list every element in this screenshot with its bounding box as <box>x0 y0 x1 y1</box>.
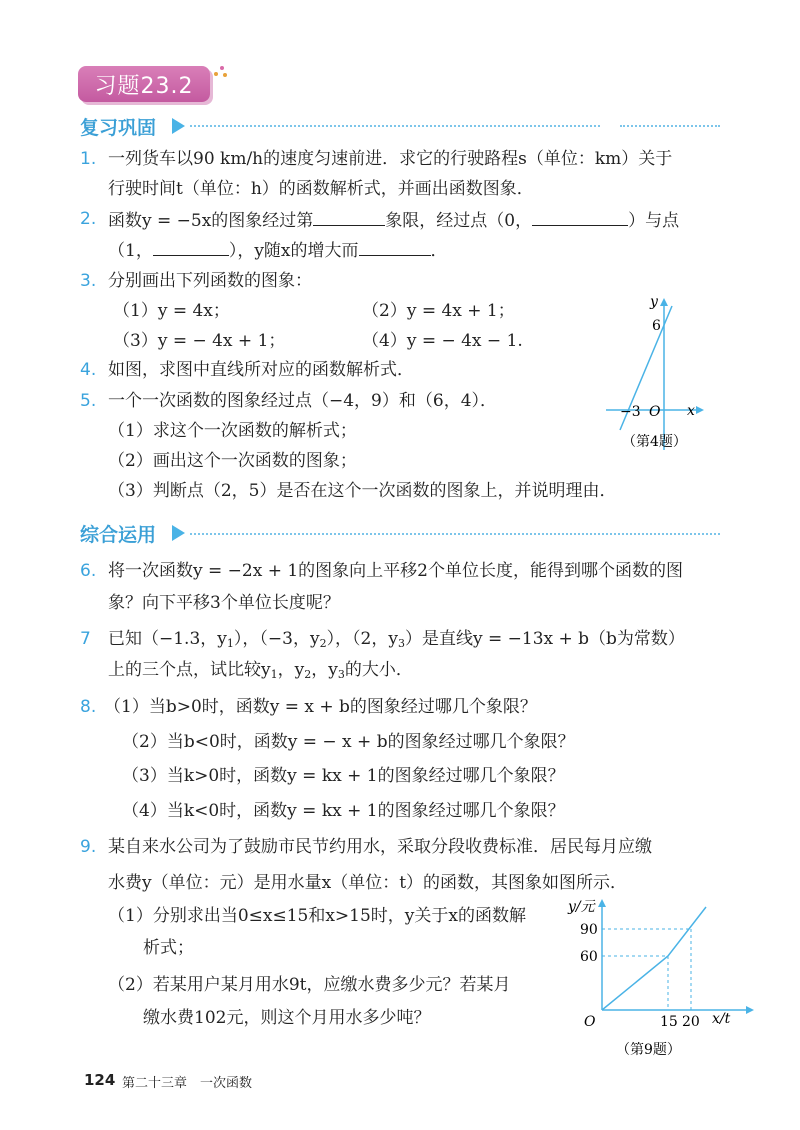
question-5-part-1: （1）求这个一次函数的解析式； <box>108 421 357 441</box>
question-number: 2. <box>80 209 97 229</box>
question-6-line-1: 将一次函数y = −2x + 1的图象向上平移2个单位长度，能得到哪个函数的图 <box>108 561 683 581</box>
question-number: 6. <box>80 561 97 581</box>
question-3-part-1: （1）y = 4x； <box>113 301 230 321</box>
question-5-line-1: 一个一次函数的图象经过点（−4，9）和（6，4）． <box>108 391 498 411</box>
question-number: 3. <box>80 271 97 291</box>
answer-blank <box>153 239 229 256</box>
answer-blank <box>532 209 628 226</box>
question-7-line-1: 已知（−1.3，$y_1$），（−3，$y_2$），（2，$y_3$）是直线y = −13x + b（b为常数） <box>108 629 685 650</box>
question-number: 7 <box>80 629 91 649</box>
question-number: 4. <box>80 360 97 380</box>
question-9-line-1: 某自来水公司为了鼓励市民节约用水，采取分段收费标准．居民每月应缴 <box>108 837 652 857</box>
x-axis-arrow-icon <box>746 1006 754 1014</box>
section-divider <box>620 125 720 127</box>
y-axis-arrow-icon <box>598 899 606 907</box>
question-1-line-2: 行驶时间t（单位：h）的函数解析式，并画出函数图象． <box>108 179 534 199</box>
question-7-line-2: 上的三个点，试比较$y_1$，$y_2$，$y_3$的大小． <box>108 660 413 681</box>
exercise-badge: 习题23.2 <box>78 66 210 102</box>
question-4-line-1: 如图，求图中直线所对应的函数解析式． <box>108 360 414 380</box>
section-arrow-icon <box>172 118 185 134</box>
question-2-line-1: 函数y = −5x的图象经过第 象限，经过点（0， ）与点 <box>108 211 680 231</box>
question-number: 5. <box>80 391 97 411</box>
figure-4-caption: （第4题） <box>622 434 687 450</box>
question-3-part-2: （2）y = 4x + 1； <box>362 301 515 321</box>
question-8-part-4: （4）当k<0时，函数y = kx + 1的图象经过哪几个象限？ <box>122 801 565 821</box>
answer-blank <box>313 209 385 226</box>
question-number: 1. <box>80 149 97 169</box>
section-divider <box>190 125 600 127</box>
figure-9-graph <box>560 895 760 1065</box>
question-9-part-1: （1）分别求出当0≤x≤15和x>15时，y关于x的函数解 <box>108 906 526 926</box>
x-axis-label: x/t <box>712 1011 731 1027</box>
question-3-part-3: （3）y = − 4x + 1； <box>113 331 286 351</box>
page-number: 124 <box>84 1071 116 1089</box>
section-review-title: 复习巩固 <box>80 117 157 139</box>
question-8-part-3: （3）当k>0时，函数y = kx + 1的图象经过哪几个象限？ <box>122 766 565 786</box>
question-5-part-3: （3）判断点（2，5）是否在这个一次函数的图象上，并说明理由． <box>108 481 617 501</box>
y-axis-label: y <box>650 294 658 310</box>
question-6-line-2: 象？向下平移3个单位长度呢？ <box>108 593 340 613</box>
section-apply-title: 综合运用 <box>80 524 157 546</box>
question-2-line-2: （1， ），y随x的增大而 ． <box>108 241 448 261</box>
question-3-line-1: 分别画出下列函数的图象： <box>108 271 312 291</box>
tick-y-6: 6 <box>652 318 661 334</box>
tick-x-neg3: −3 <box>620 404 641 420</box>
chapter-title: 第二十三章 一次函数 <box>122 1076 253 1091</box>
figure-4-graph <box>600 290 710 455</box>
tick-15: 15 <box>660 1014 678 1030</box>
piecewise-line <box>602 907 706 1010</box>
tick-60: 60 <box>580 949 598 965</box>
y-axis-arrow-icon <box>660 298 668 306</box>
y-axis-label: y/元 <box>568 899 595 915</box>
question-1-line-1: 一列货车以90 km/h的速度匀速前进．求它的行驶路程s（单位：km）关于 <box>108 149 673 169</box>
tick-20: 20 <box>682 1014 700 1030</box>
question-9-part-2: （2）若某用户某月用水9t，应缴水费多少元？若某月 <box>108 975 511 995</box>
question-8-part-1: （1）当b>0时，函数y = x + b的图象经过哪几个象限？ <box>104 697 537 717</box>
question-3-part-4: （4）y = − 4x − 1. <box>362 331 523 351</box>
x-axis-label: x <box>687 403 695 419</box>
tick-90: 90 <box>580 922 598 938</box>
question-9-part-2-cont: 缴水费102元，则这个月用水多少吨？ <box>143 1008 431 1028</box>
origin-label: O <box>584 1014 596 1030</box>
question-8-part-2: （2）当b<0时，函数y = − x + b的图象经过哪几个象限？ <box>122 732 575 752</box>
x-axis-arrow-icon <box>696 406 704 414</box>
question-number: 8. <box>80 697 97 717</box>
question-number: 9. <box>80 837 97 857</box>
answer-blank <box>359 239 431 256</box>
question-9-part-1-cont: 析式； <box>143 938 194 958</box>
question-5-part-2: （2）画出这个一次函数的图象； <box>108 451 357 471</box>
origin-label: O <box>649 404 661 420</box>
decor-dots <box>214 66 228 78</box>
question-9-line-2: 水费y（单位：元）是用水量x（单位：t）的函数，其图象如图所示． <box>108 873 628 893</box>
section-divider <box>190 533 720 535</box>
figure-9-caption: （第9题） <box>616 1042 681 1058</box>
section-arrow-icon <box>172 525 185 541</box>
